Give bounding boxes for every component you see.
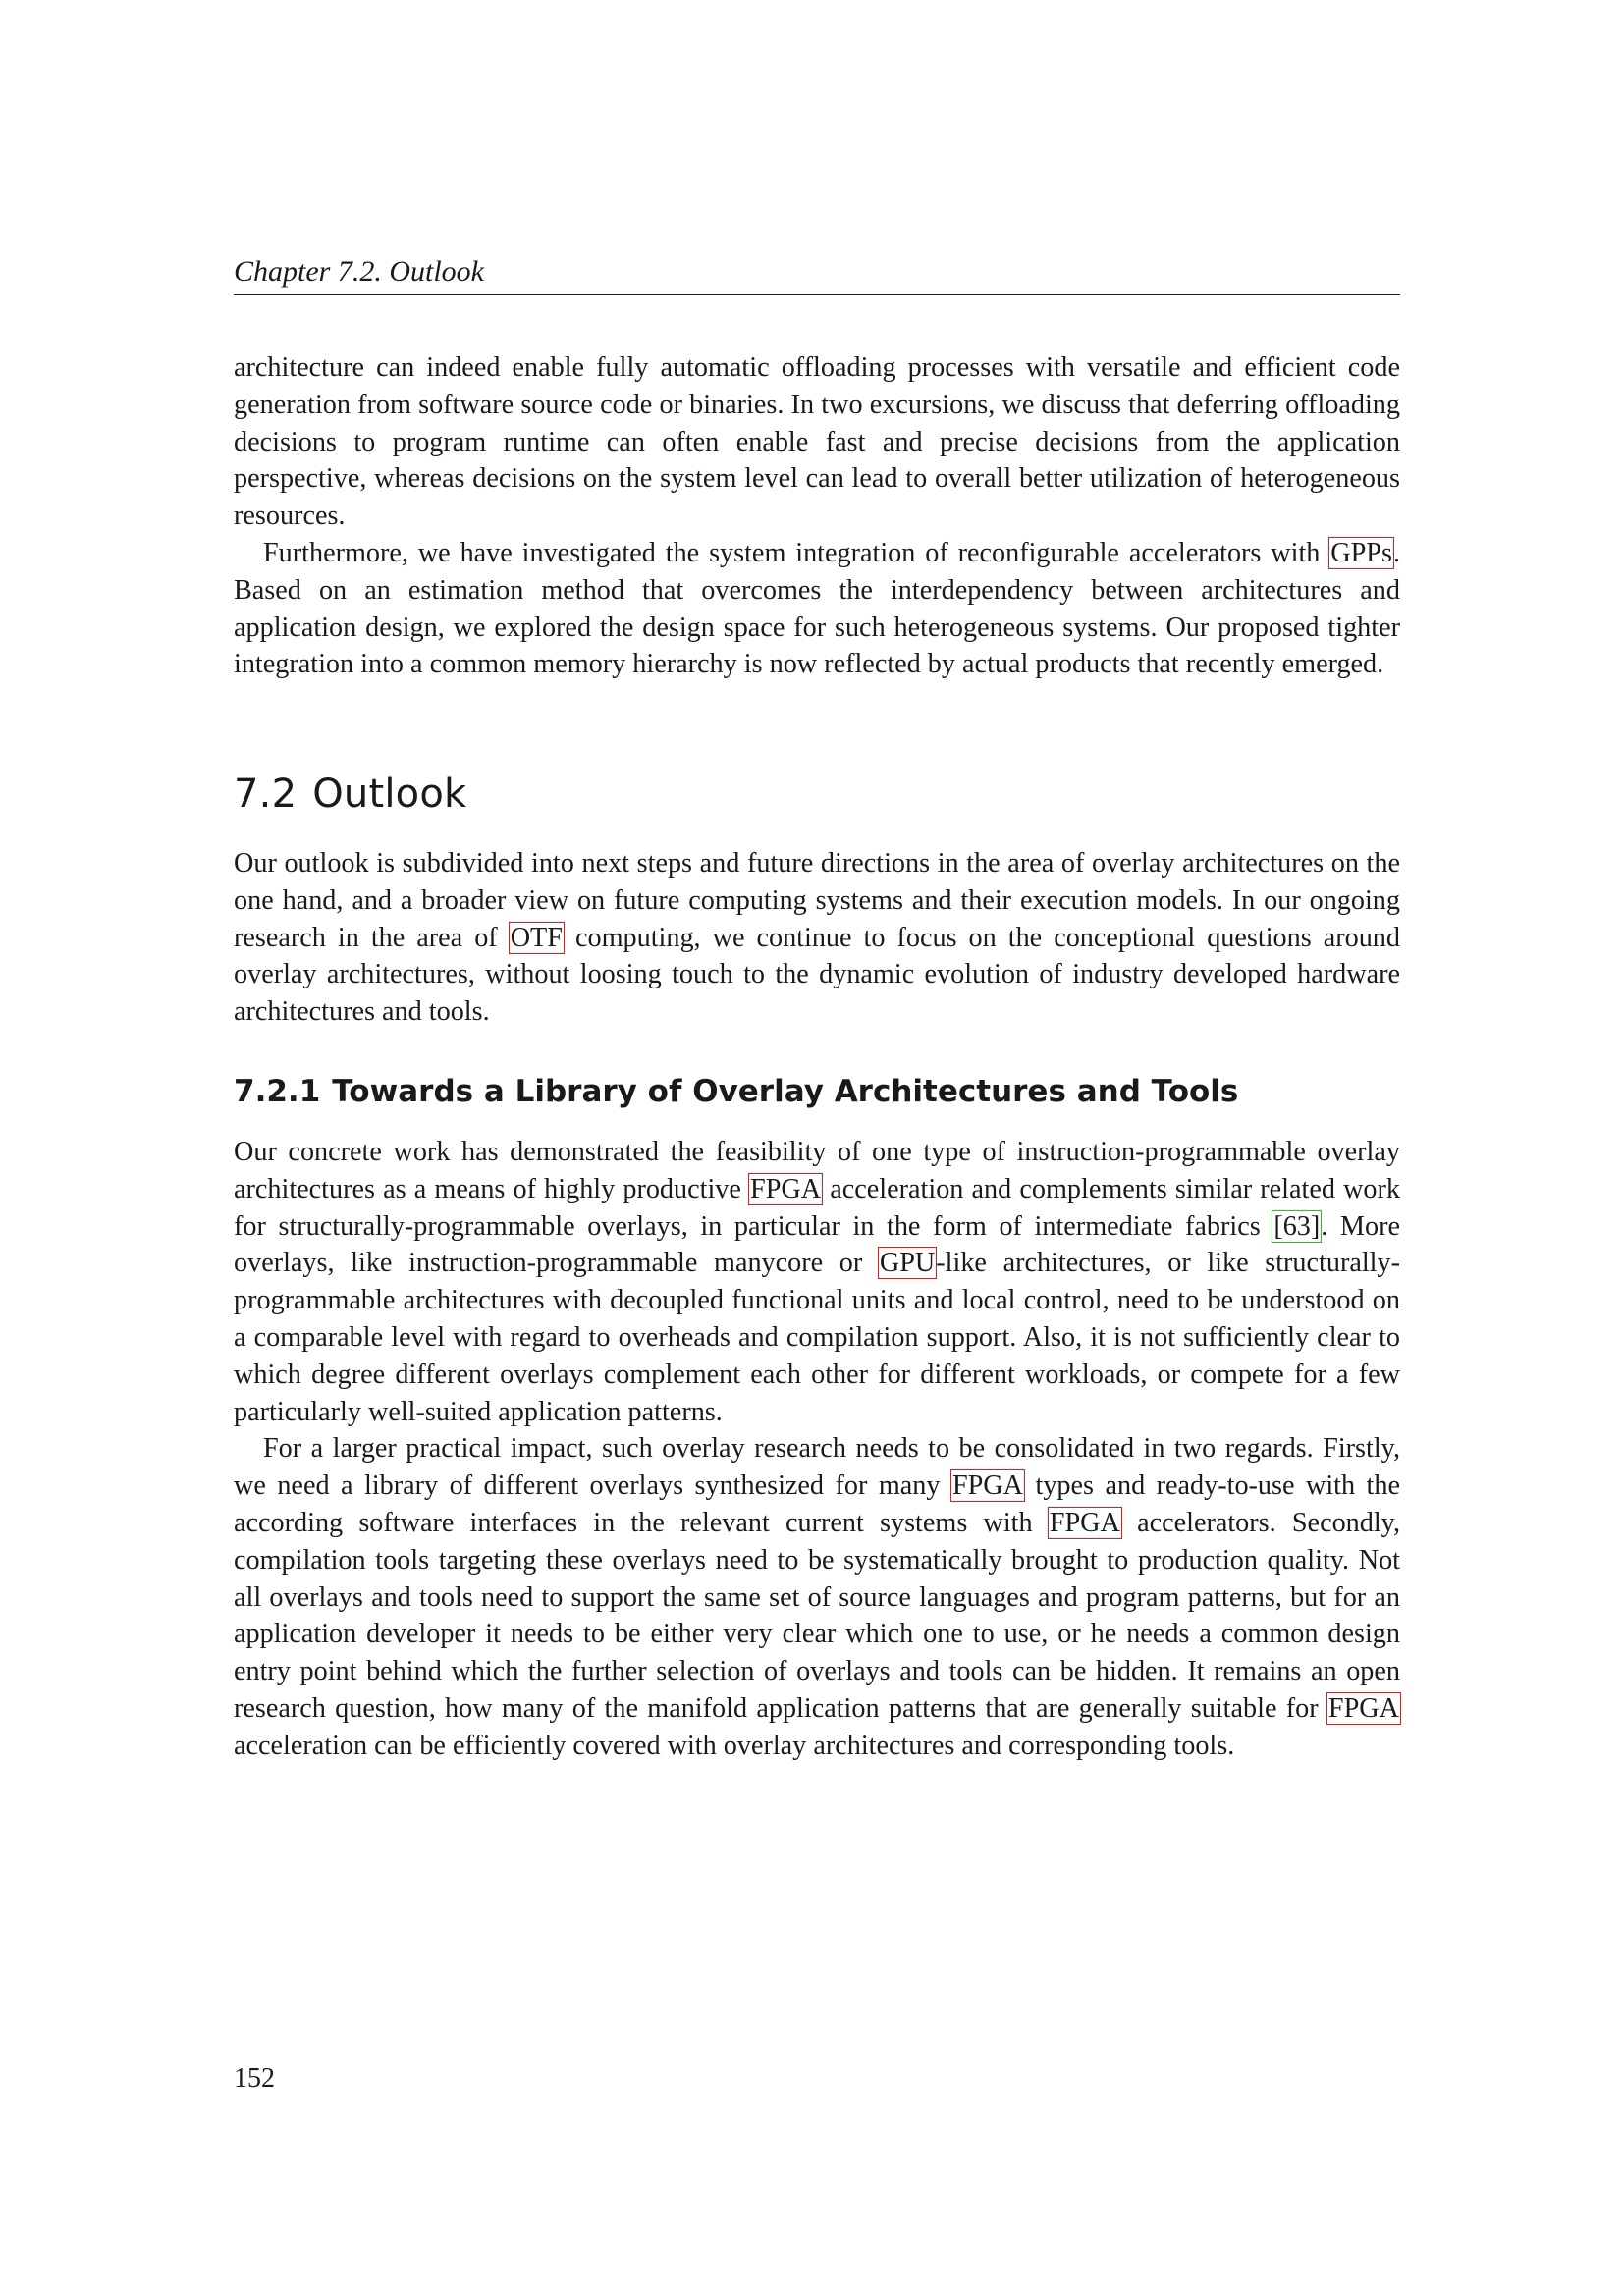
- acronym-link-fpga[interactable]: FPGA: [1327, 1692, 1399, 1724]
- acronym-link-fpga[interactable]: FPGA: [750, 1173, 822, 1204]
- subsection-paragraph-2: For a larger practical impact, such overlay research needs to be consolidated in two regards. Firstly, we need a library of different overlays synthesized for many FPGA types and ready-to-use with the according software interfaces in the relevant current systems with FPGA accelerators. Secondly, compilation tools targeting these overlays need to be systematically brought to production quality. Not all overlays and tools need to support the same set of source languages and program patterns, but for an application developer it needs to be either very clear which one to use, or he needs a common design entry point behind which the further selection of overlays and tools can be hidden. It remains an open research question, how many of the manifold application patterns that are generally suitable for FPGA acceleration can be efficiently covered with overlay architectures and corresponding tools.: [234, 1433, 1400, 1761]
- subsection-heading: [234, 1072, 1400, 1111]
- acronym-link-fpga[interactable]: FPGA: [1049, 1507, 1120, 1538]
- page-number: 152: [234, 2063, 275, 2094]
- section-number: 7.2: [234, 772, 298, 817]
- document-page: [234, 0, 1400, 2296]
- subsection-text: [234, 1134, 1400, 1765]
- intro-paragraph-2: Furthermore, we have investigated the system integration of reconfigurable accelerators with GPPs. Based on an estimation method that overcomes the interdependency between architectures and application design, we explored the design space for such heterogeneous systems. Our proposed tighter integration into a common memory hierarchy is now reflected by actual products that recently emerged.: [234, 537, 1400, 680]
- section-heading: [234, 770, 1400, 819]
- subsection-title: Towards a Library of Overlay Architectures and Tools: [332, 1074, 1239, 1109]
- section-text: [234, 845, 1400, 1031]
- intro-paragraph-1: architecture can indeed enable fully automatic offloading processes with versatile and efficient code generation from software source code or binaries. In two excursions, we discuss that deferring offloading decisions to program runtime can often enable fast and precise decisions from the application perspective, whereas decisions on the system level can lead to overall better utilization of heterogeneous resources.: [234, 352, 1400, 532]
- subsection-paragraph-1: Our concrete work has demonstrated the feasibility of one type of instruction-programmable overlay architectures as a means of highly productive FPGA acceleration and complements similar related work for structurally-programmable overlays, in particular in the form of intermediate fabrics [63]. More overlays, like instruction-programmable manycore or GPU-like architectures, or like structurally-programmable architectures with decoupled functional units and local control, need to be understood on a comparable level with regard to overheads and compilation support. Also, it is not sufficiently clear to which degree different overlays complement each other for different workloads, or compete for a few particularly well-suited application patterns.: [234, 1137, 1400, 1427]
- running-head: Chapter 7.2. Outlook: [234, 253, 1400, 295]
- citation-link-63[interactable]: [63]: [1273, 1210, 1321, 1242]
- acronym-link-fpga[interactable]: FPGA: [951, 1470, 1024, 1502]
- section-title: Outlook: [312, 772, 467, 817]
- intro-text: [234, 349, 1400, 683]
- acronym-link-otf[interactable]: OTF: [510, 922, 563, 953]
- acronym-link-gpu[interactable]: GPU: [879, 1248, 936, 1279]
- acronym-link-gpps[interactable]: GPPs: [1330, 537, 1392, 568]
- section-paragraph-1: Our outlook is subdivided into next steps and future directions in the area of overlay architectures on the one hand, and a broader view on future computing systems and their execution models. In our ongoing research in the area of OTF computing, we continue to focus on the conceptional questions around overlay architectures, without loosing touch to the dynamic evolution of industry developed hardware architectures and tools.: [234, 848, 1400, 1028]
- subsection-number: 7.2.1: [234, 1074, 321, 1109]
